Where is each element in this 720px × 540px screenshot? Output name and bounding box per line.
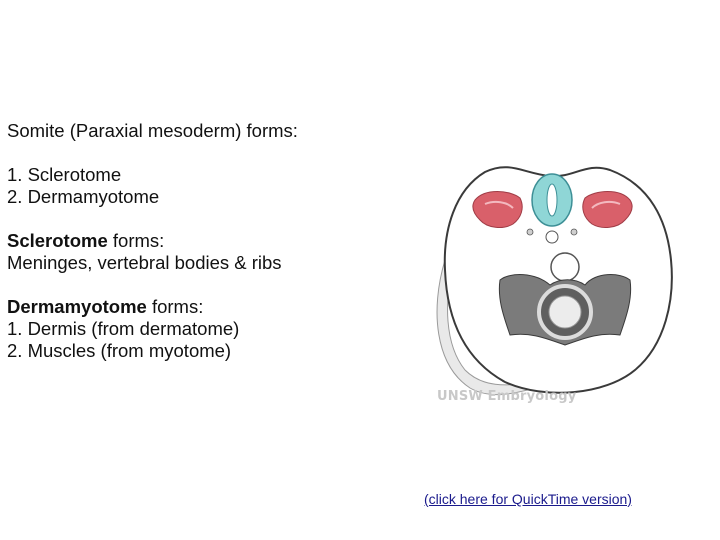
dermamyotome-forms-label: forms: bbox=[146, 296, 204, 317]
embryo-cross-section-image bbox=[425, 150, 680, 412]
vertebral-body-precursor bbox=[551, 253, 579, 281]
list-item-dermamyotome: 2. Dermamyotome bbox=[7, 186, 160, 207]
neural-canal bbox=[547, 184, 557, 216]
embryo-cross-section-drawing bbox=[425, 150, 680, 412]
sclerotome-detail: Meninges, vertebral bodies & ribs bbox=[7, 252, 282, 273]
notochord bbox=[546, 231, 558, 243]
dermamyotome-heading bbox=[7, 296, 417, 318]
intro-text: Somite (Paraxial mesoderm) forms: bbox=[7, 120, 298, 141]
dermamyotome-item-muscles: 2. Muscles (from myotome) bbox=[7, 340, 232, 361]
dermamyotome-item-dermis: 1. Dermis (from dermatome) bbox=[7, 318, 240, 339]
figure-watermark: UNSW Embryology bbox=[437, 389, 577, 404]
sclerotome-forms-label: forms: bbox=[107, 230, 165, 251]
gut-lumen bbox=[549, 296, 581, 328]
list-item-sclerotome: 1. Sclerotome bbox=[7, 164, 122, 185]
sclerotome-heading bbox=[7, 230, 417, 252]
dermamyotome-term: Dermamyotome bbox=[7, 296, 147, 317]
slide-body bbox=[7, 120, 417, 362]
quicktime-link[interactable]: (click here for QuickTime version) bbox=[424, 491, 632, 507]
sclerotome-term: Sclerotome bbox=[7, 230, 108, 251]
